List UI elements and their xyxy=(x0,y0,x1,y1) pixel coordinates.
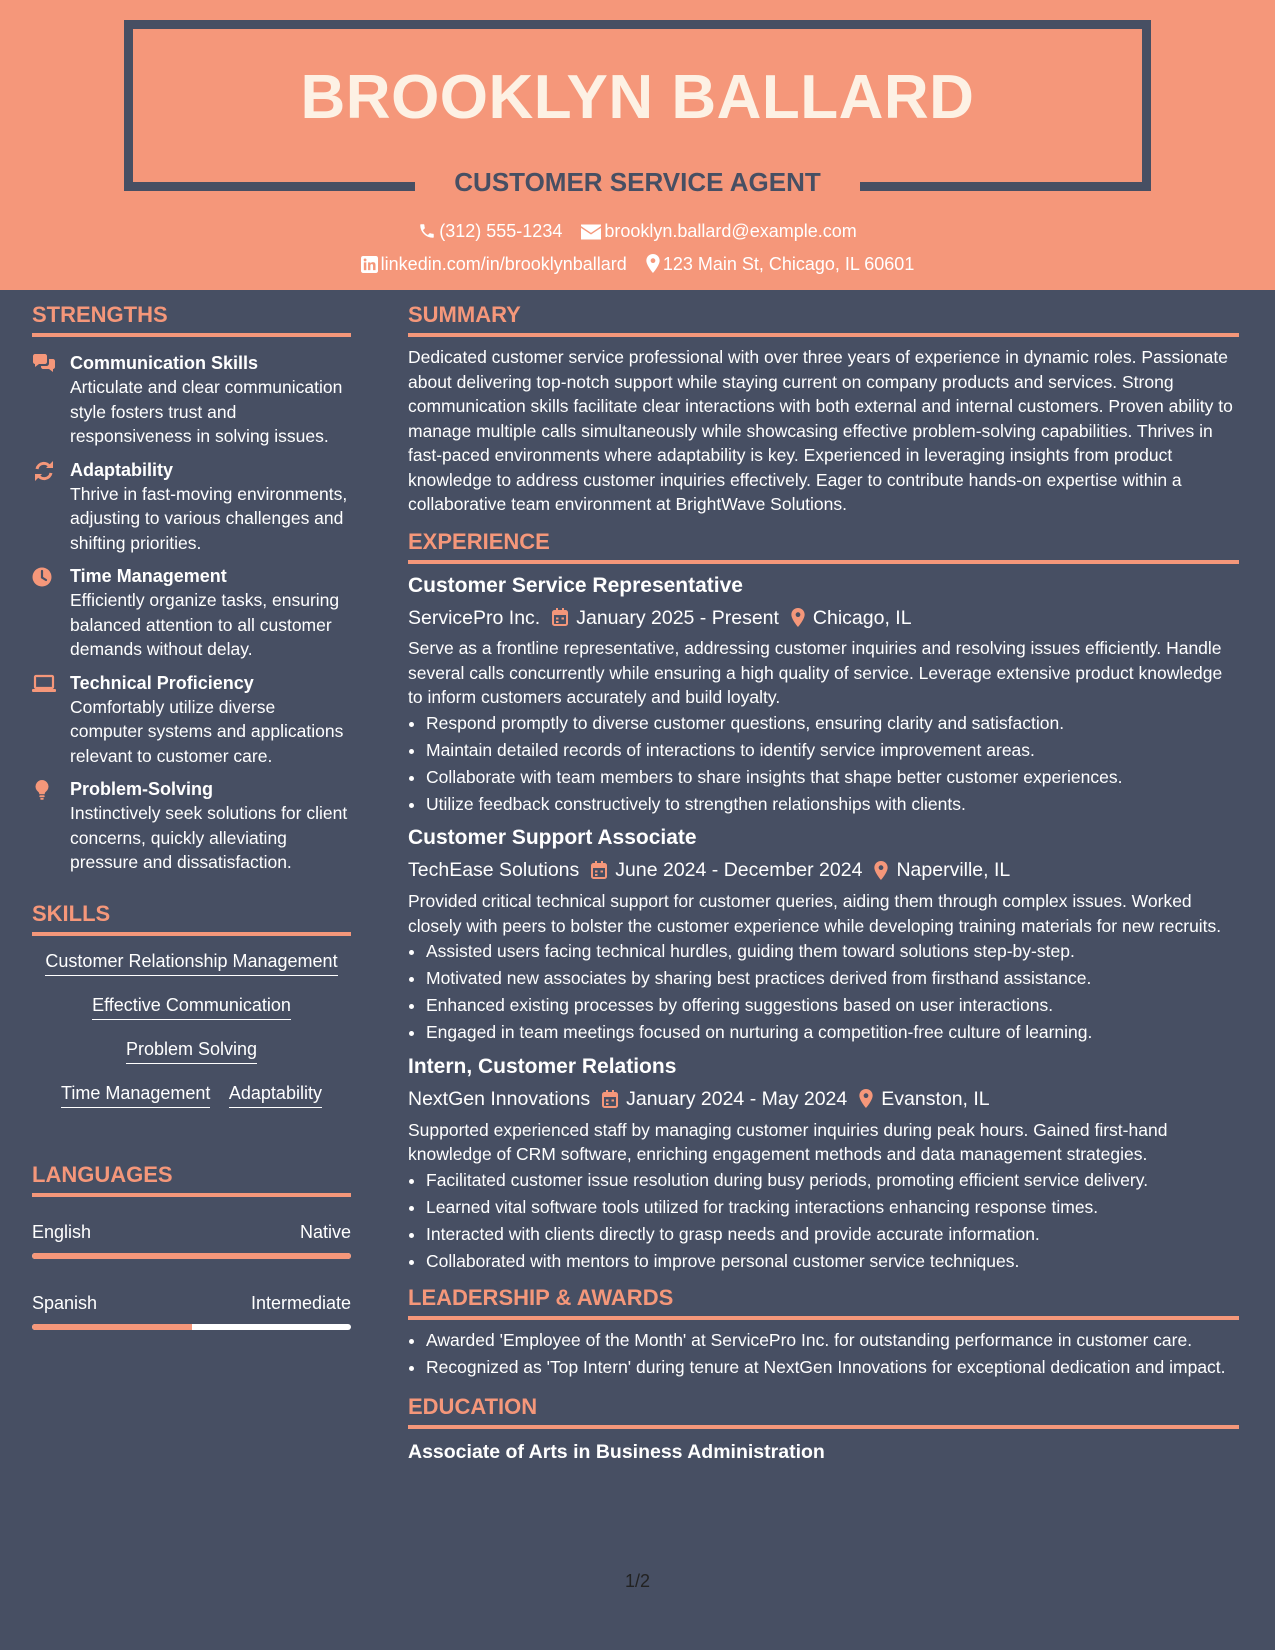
calendar-icon xyxy=(602,1090,618,1108)
list-item: • Collaborate with team members to share insights that shape better customer experiences. xyxy=(426,765,1239,790)
strength-item xyxy=(32,458,351,556)
job-dates: January 2025 - Present xyxy=(576,606,779,629)
list-item: • Maintain detailed records of interactions to identify service improvement areas. xyxy=(426,738,1239,763)
job-bullets xyxy=(408,711,1239,817)
job-dates: January 2024 - May 2024 xyxy=(626,1087,848,1110)
awards-list xyxy=(408,1328,1239,1380)
strength-item xyxy=(32,671,351,769)
strength-description: Instinctively seek solutions for client concerns, quickly alleviating pressure and dissatisfaction. xyxy=(70,803,348,872)
job-description: Supported experienced staff by managing customer inquiries during peak hours. Gained first-hand knowledge of CRM software, enriching engagement methods and data management strategies. xyxy=(408,1119,1168,1165)
phone-icon xyxy=(418,222,436,240)
skill-tag: Customer Relationship Management xyxy=(45,950,337,976)
contact-row-2 xyxy=(0,253,1275,275)
strength-item xyxy=(32,777,351,875)
page-number: 1/2 xyxy=(624,1571,651,1591)
candidate-name: BROOKLYN BALLARD xyxy=(300,63,975,132)
list-item: • Engaged in team meetings focused on nurturing a competition-free culture of learning. xyxy=(426,1020,1239,1045)
job-title: Intern, Customer Relations xyxy=(408,1054,677,1078)
map-pin-icon xyxy=(859,1089,873,1108)
languages-heading: LANGUAGES xyxy=(32,1160,351,1197)
list-item: • Enhanced existing processes by offering suggestions based on user interactions. xyxy=(426,993,1239,1018)
list-item: • Respond promptly to diverse customer questions, ensuring clarity and satisfaction. xyxy=(426,711,1239,736)
language-proficiency-bar xyxy=(32,1324,351,1330)
job-entry xyxy=(408,572,1239,817)
strength-name: Time Management xyxy=(70,566,227,586)
linkedin-contact[interactable] xyxy=(361,254,627,275)
job-meta xyxy=(408,1083,1239,1114)
map-pin-icon xyxy=(646,254,660,273)
awards-heading: LEADERSHIP & AWARDS xyxy=(408,1283,1239,1320)
education-degree: Associate of Arts in Business Administration xyxy=(408,1440,825,1463)
job-title: Customer Support Associate xyxy=(408,826,697,850)
address-contact xyxy=(646,254,915,275)
right-column xyxy=(408,300,1239,1465)
language-name: English xyxy=(32,1221,92,1242)
skill-tag: Adaptability xyxy=(229,1082,322,1108)
skills-heading: SKILLS xyxy=(32,899,351,936)
list-item: • Collaborated with mentors to improve personal customer service techniques. xyxy=(426,1249,1239,1274)
experience-heading: EXPERIENCE xyxy=(408,527,1239,564)
job-company: TechEase Solutions xyxy=(408,859,580,882)
list-item: • Awarded 'Employee of the Month' at ServicePro Inc. for outstanding performance in customer care. xyxy=(426,1328,1239,1353)
calendar-icon xyxy=(552,608,568,626)
linkedin-icon xyxy=(361,256,378,273)
summary-heading: SUMMARY xyxy=(408,300,1239,337)
strength-name: Technical Proficiency xyxy=(70,672,254,693)
job-location: Naperville, IL xyxy=(896,859,1011,882)
skills-list xyxy=(32,950,351,1126)
language-proficiency-fill xyxy=(32,1253,351,1259)
refresh-icon xyxy=(32,461,56,481)
language-item xyxy=(32,1292,351,1330)
map-pin-icon xyxy=(791,608,805,627)
list-item: • Utilize feedback constructively to strengthen relationships with clients. xyxy=(426,792,1239,817)
strength-description: Comfortably utilize diverse computer systems and applications relevant to customer care. xyxy=(70,696,344,766)
summary-text: Dedicated customer service professional with over three years of experience in dynamic roles. Passionate about delivering top-notch support while staying current on company products and services. Strong communication skills facilitate clear interactions with both external and internal customers. Proven ability to manage multiple calls simultaneously while showcasing effective problem-solving capabilities. Thrives in fast-paced environments where adaptability is key. Experienced in leveraging insights from product knowledge to address customer inquiries effectively. Eager to contribute hands-on expertise within a collaborative team environment at BrightWave Solutions. xyxy=(408,347,1233,514)
job-dates: June 2024 - December 2024 xyxy=(615,859,863,882)
linkedin-text[interactable]: linkedin.com/in/brooklynballard xyxy=(380,253,627,274)
list-item: • Assisted users facing technical hurdles, guiding them toward solutions step-by-step. xyxy=(426,939,1239,964)
skill-tag: Problem Solving xyxy=(126,1038,257,1064)
strength-name: Problem-Solving xyxy=(70,779,214,799)
phone-text: (312) 555-1234 xyxy=(439,220,563,241)
strength-description: Efficiently organize tasks, ensuring balanced attention to all customer demands without delay. xyxy=(70,590,340,659)
skill-tag: Time Management xyxy=(61,1082,210,1108)
language-level: Native xyxy=(299,1221,351,1242)
job-meta xyxy=(408,854,1239,885)
language-item xyxy=(32,1221,351,1259)
job-company: NextGen Innovations xyxy=(408,1087,591,1110)
comments-icon xyxy=(32,354,56,374)
left-column xyxy=(32,300,351,1330)
contact-row-1 xyxy=(0,220,1275,242)
phone-contact xyxy=(418,221,562,242)
strength-name: Communication Skills xyxy=(70,353,259,373)
calendar-icon xyxy=(591,861,607,879)
clock-icon xyxy=(32,567,56,587)
strength-name: Adaptability xyxy=(70,459,174,480)
strength-item xyxy=(32,564,351,662)
language-name: Spanish xyxy=(32,1292,98,1313)
email-contact[interactable] xyxy=(581,221,856,242)
skill-tag: Effective Communication xyxy=(92,994,291,1020)
lightbulb-icon xyxy=(32,780,56,800)
email-text[interactable]: brooklyn.ballard@example.com xyxy=(604,220,857,241)
job-description: Provided critical technical support for customer queries, aiding them through complex issues. Worked closely with peers to bolster the customer experience while developing training materials for new recruits. xyxy=(408,891,1222,936)
job-bullets xyxy=(408,939,1239,1045)
list-item: • Interacted with clients directly to grasp needs and provide accurate information. xyxy=(426,1222,1239,1247)
map-pin-icon xyxy=(874,861,888,880)
laptop-icon xyxy=(32,674,56,694)
job-title-headline: CUSTOMER SERVICE AGENT xyxy=(454,167,821,197)
strength-description: Articulate and clear communication style fosters trust and responsiveness in solving issues. xyxy=(70,377,343,446)
language-proficiency-fill xyxy=(32,1324,192,1330)
header xyxy=(0,0,1275,290)
job-bullets xyxy=(408,1168,1239,1274)
job-description: Serve as a frontline representative, addressing customer inquiries and resolving issues efficiently. Handle several calls concurrently while ensuring a high quality of service. Leverage extensive product knowledge to inform customers accurately and build loyalty. xyxy=(408,638,1223,708)
job-location: Evanston, IL xyxy=(881,1087,990,1110)
list-item: • Facilitated customer issue resolution during busy periods, promoting efficient service delivery. xyxy=(426,1168,1239,1193)
job-company: ServicePro Inc. xyxy=(408,606,541,629)
list-item: • Motivated new associates by sharing best practices derived from firsthand assistance. xyxy=(426,966,1239,991)
job-entry xyxy=(408,824,1239,1044)
language-proficiency-bar xyxy=(32,1253,351,1259)
job-meta xyxy=(408,602,1239,633)
envelope-icon xyxy=(581,224,601,240)
list-item: • Learned vital software tools utilized for tracking interactions enhancing response times. xyxy=(426,1195,1239,1220)
strength-description: Thrive in fast-moving environments, adjusting to various challenges and shifting priorities. xyxy=(70,483,348,553)
job-location: Chicago, IL xyxy=(812,606,912,629)
job-entry xyxy=(408,1053,1239,1273)
list-item: • Recognized as 'Top Intern' during tenure at NextGen Innovations for exceptional dedication and impact. xyxy=(426,1355,1239,1380)
language-level: Intermediate xyxy=(250,1292,351,1313)
job-title: Customer Service Representative xyxy=(408,573,743,597)
strengths-heading: STRENGTHS xyxy=(32,300,351,337)
education-heading: EDUCATION xyxy=(408,1392,1239,1429)
strength-item xyxy=(32,351,351,449)
address-text: 123 Main St, Chicago, IL 60601 xyxy=(662,253,915,274)
